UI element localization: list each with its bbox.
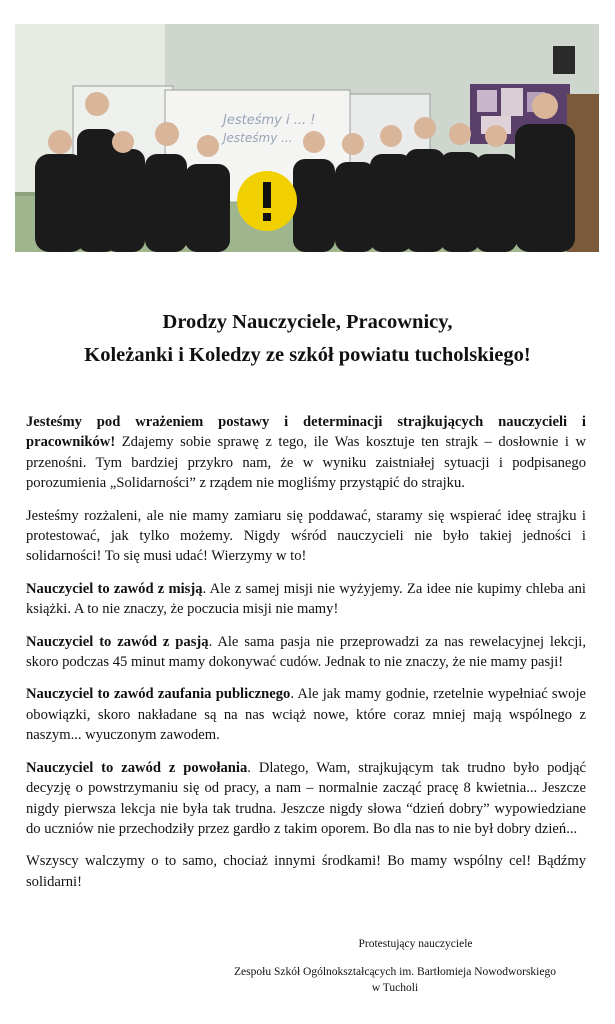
paragraph-text: Jesteśmy rozżaleni, ale nie mamy zamiaru się poddawać, staramy się wspierać ideę strajku i protestować, jak tylko możemy. Nigdy wśród nauczycieli nie było takiej jedności i solidarności! To się musi udać! Wierzymy w to! — [26, 507, 586, 565]
paragraph — [26, 412, 586, 494]
paragraph-bold: Nauczyciel to zawód zaufania publicznego — [26, 686, 291, 703]
paragraph-bold: Nauczyciel to zawód z misją — [26, 580, 203, 597]
paragraph — [26, 579, 586, 620]
heading-line-1: Drodzy Nauczyciele, Pracownicy, — [162, 311, 453, 333]
paragraph-text: . Ale sama pasja nie przeprowadzi za nas rewelacyjnej lekcji, skoro podczas 45 minut mamy dokonywać cudów. Jednak to nie znaczy, że nie mamy pasji! — [26, 633, 586, 671]
group-photo — [15, 24, 599, 252]
letter-heading — [0, 306, 615, 372]
board-text-2: Jesteśmy ... — [223, 131, 293, 145]
paragraph-bold: Nauczyciel to zawód z pasją — [26, 633, 209, 650]
signature-title — [0, 938, 615, 950]
paragraph-text: . Ale jak mamy godnie, rzetelnie wypełniać swoje obowiązki, skoro nakładane są na nas wciąż nowe, które coraz mniej mają wspólnego z naszym... wyuczonym zawodem. — [26, 686, 586, 744]
paragraph-text: Wszyscy walczymy o to samo, chociaż innymi środkami! Bo mamy wspólny cel! Bądźmy solidarni! — [26, 853, 586, 890]
paragraph-text: . Dlatego, Wam, strajkującym tak trudno było podjąć decyzję o powstrzymaniu się od pracy, a nam – normalnie zacząć pracę 8 kwietnia... Jeszcze nigdy pierwsza lekcja nie była tak trudna. Jeszcze nigdy słowa “dzień dobry” wypowiedziane do uczniów nie przechodziły przez gardło z takim oporem. Bo dla nas to nie był dobry dzień... — [26, 759, 586, 837]
signature-line-1: Protestujący nauczyciele — [358, 938, 473, 950]
paragraph — [26, 506, 586, 567]
paragraph-bold: Jesteśmy pod wrażeniem postawy i determinacji strajkujących nauczycieli i pracowników! — [26, 414, 586, 451]
heading-line-2: Koleżanki i Koledzy ze szkół powiatu tucholskiego! — [84, 344, 531, 366]
signature-line-2: Zespołu Szkół Ogólnokształcących im. Bartłomieja Nowodworskiego — [234, 966, 556, 978]
board-text-1: Jesteśmy i ... ! — [223, 113, 316, 128]
paragraph — [26, 851, 586, 892]
paragraph — [26, 758, 586, 840]
letter-body — [26, 412, 586, 904]
paragraph-text: Zdajemy sobie sprawę z tego, ile Was kosztuje ten strajk – dosłownie i w przenośni. Tym bardziej przykro nam, że w wyniku zaistniałej sytuacji i podpisanego porozumienia „Solidarności” z rządem nie mogliśmy przystąpić do strajku. — [26, 434, 586, 492]
paragraph-bold: Nauczyciel to zawód z powołania — [26, 759, 248, 776]
paragraph-text: . Ale z samej misji nie wyżyjemy. Za idee nie kupimy chleba ani książki. A to nie znaczy, że poczucia misji nie mamy! — [26, 580, 586, 618]
signature-line-3: w Tucholi — [371, 982, 419, 994]
paragraph — [26, 684, 586, 745]
signature-school — [215, 964, 575, 996]
paragraph — [26, 632, 586, 673]
exclamation-circle-icon — [237, 171, 297, 231]
